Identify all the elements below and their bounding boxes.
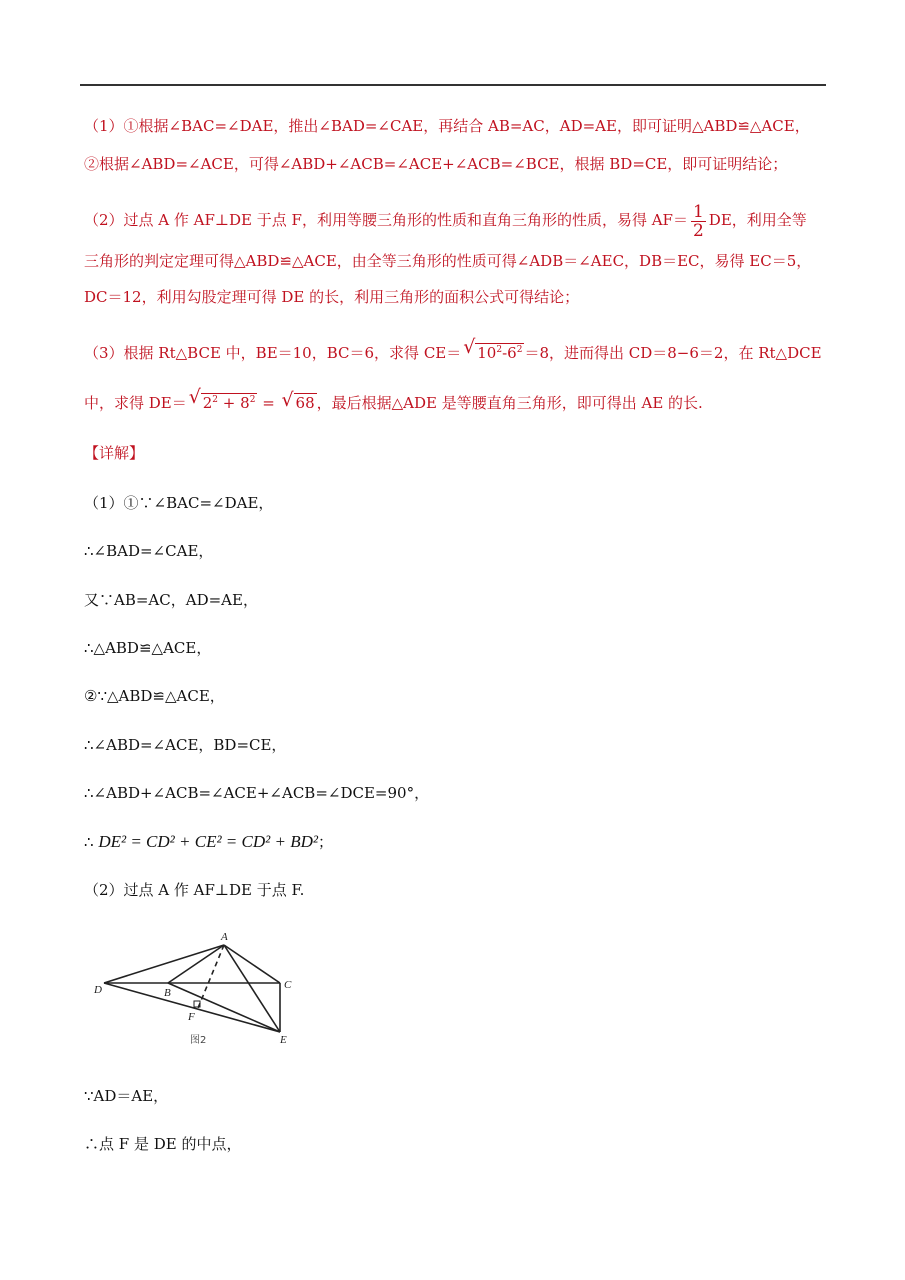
analysis-p3-text-a: （3）根据 Rt△BCE 中，BE＝10，BC＝6，求得 CE＝ <box>84 344 462 362</box>
detail-after-fig-2: ∴点 F 是 DE 的中点， <box>84 1135 242 1153</box>
label-b: B <box>164 987 171 999</box>
detail-line: ②∵△ABD≌△ACE， <box>84 687 225 705</box>
analysis-p2-text-a: （2）过点 A 作 AF⊥DE 于点 F，利用等腰三角形的性质和直角三角形的性质，易得 AF＝ <box>84 211 688 229</box>
analysis-p1-line2: ②根据∠ABD=∠ACE，可得∠ABD+∠ACB=∠ACE+∠ACB=∠BCE，根据 BD=CE，即可证明结论； <box>84 155 788 173</box>
analysis-p3-line1 <box>84 340 822 363</box>
sqrt-de <box>189 390 258 413</box>
sqrt-ce-base1: 10 <box>477 344 497 362</box>
sqrt-68-radicand: 68 <box>295 394 315 412</box>
detail-after-fig-1: ∵AD＝AE， <box>84 1087 169 1105</box>
therefore-symbol: ∴ <box>84 833 94 851</box>
fraction-denominator: 2 <box>692 220 704 241</box>
figure-caption: 图2 <box>190 1035 207 1046</box>
segment-ac <box>224 945 280 983</box>
header-rule <box>80 84 826 86</box>
equals-sign: = <box>257 394 280 412</box>
sqrt-de-exp1: 2 <box>212 395 219 405</box>
sqrt-ce-exp1: 2 <box>496 345 503 355</box>
detail-line: ∴∠ABD+∠ACB=∠ACE+∠ACB=∠DCE=90°， <box>84 784 430 802</box>
analysis-p3-line2 <box>84 390 703 413</box>
sqrt-ce-radicand <box>475 343 524 362</box>
sqrt-de-exp2: 2 <box>249 395 256 405</box>
fraction-numerator: 1 <box>692 201 704 222</box>
label-c: C <box>284 979 292 991</box>
label-a: A <box>221 931 228 943</box>
fraction-one-half <box>691 203 706 240</box>
analysis-p3-text-b: ＝8，进而得出 CD＝8−6＝2，在 Rt△DCE <box>524 344 822 362</box>
sqrt-de-base1: 2 <box>202 394 213 412</box>
sqrt-de-radicand <box>201 393 258 412</box>
analysis-p1-line1: （1）①根据∠BAC=∠DAE，推出∠BAD=∠CAE，再结合 AB=AC，AD=AE，即可证明△ABD≌△ACE， <box>84 117 810 135</box>
label-e: E <box>280 1034 287 1046</box>
detail-heading: 【详解】 <box>84 444 145 462</box>
detail-math-line <box>84 832 333 852</box>
analysis-p2-line2: 三角形的判定定理可得△ABD≌△ACE，由全等三角形的性质可得∠ADB＝∠AEC，DB＝EC，易得 EC＝5， <box>84 252 812 270</box>
detail-line: 又∵AB=AC，AD=AE， <box>84 591 258 609</box>
segment-be <box>168 983 280 1032</box>
sqrt-68 <box>282 393 317 413</box>
detail-line: ∴∠ABD=∠ACE，BD=CE， <box>84 736 287 754</box>
geometry-figure <box>90 925 310 1055</box>
math-suffix: ； <box>317 833 333 851</box>
detail-step2: （2）过点 A 作 AF⊥DE 于点 F. <box>84 881 305 899</box>
sqrt-ce <box>463 340 524 363</box>
label-f: F <box>188 1011 195 1023</box>
sqrt-ce-base2: -6 <box>502 344 517 362</box>
detail-line: ∴∠BAD=∠CAE， <box>84 542 214 560</box>
segment-da <box>104 945 224 983</box>
sqrt-de-base2: + 8 <box>218 394 250 412</box>
label-d: D <box>94 984 102 996</box>
analysis-p3-text-d: ，最后根据△ADE 是等腰直角三角形，即可得出 AE 的长. <box>316 394 703 412</box>
pythagoras-equation: DE² = CD² + CE² = CD² + BD² <box>98 832 318 851</box>
analysis-p2-line1 <box>84 200 807 240</box>
detail-line: ∴△ABD≌△ACE， <box>84 639 212 657</box>
analysis-p3-text-c: 中，求得 DE＝ <box>84 394 187 412</box>
analysis-p2-text-b: DE，利用全等 <box>708 211 807 229</box>
analysis-p2-line3: DC＝12，利用勾股定理可得 DE 的长，利用三角形的面积公式可得结论； <box>84 288 580 306</box>
detail-line: （1）①∵∠BAC=∠DAE， <box>84 494 274 512</box>
sqrt-ce-exp2: 2 <box>516 345 523 355</box>
